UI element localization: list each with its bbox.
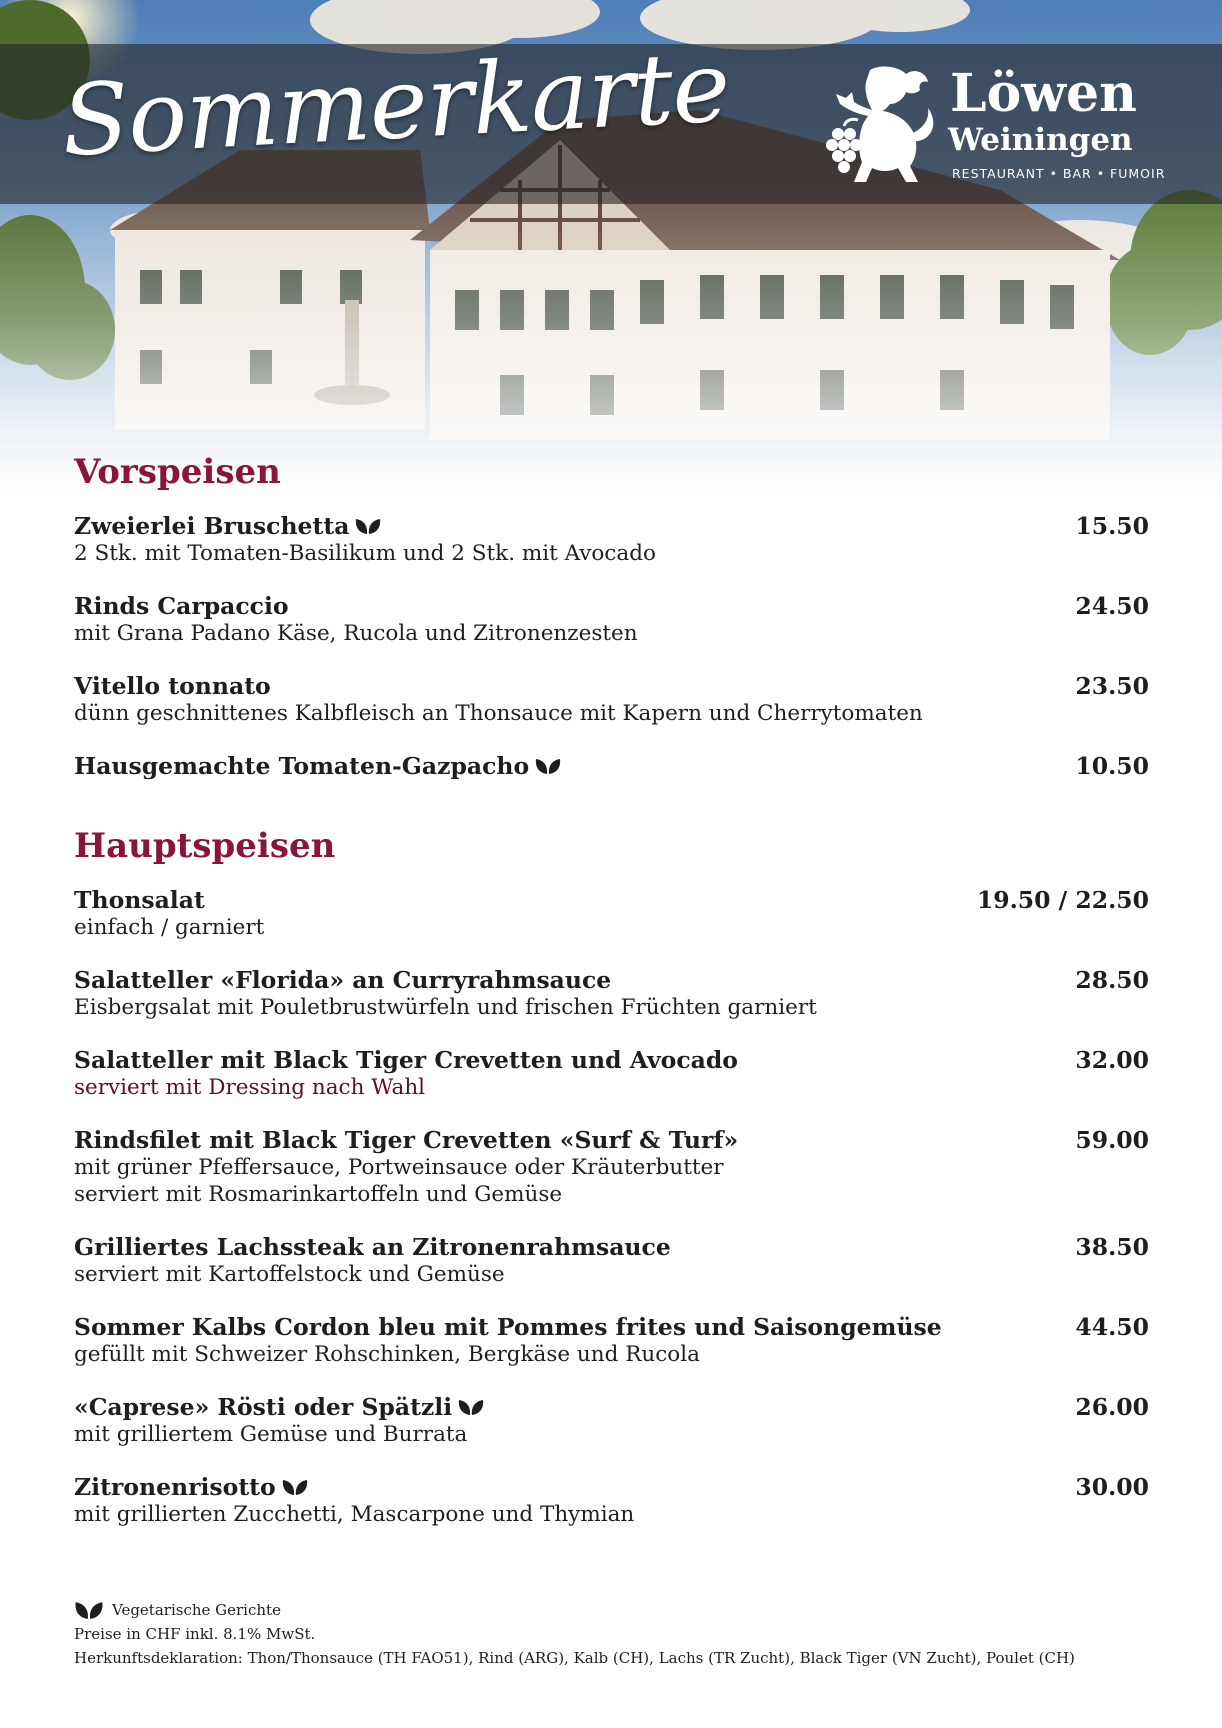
dish-name: «Caprese» Rösti oder Spätzli [74, 1393, 484, 1421]
dish-price: 32.00 [1075, 1046, 1149, 1074]
lion-icon [818, 64, 938, 190]
dish-price: 59.00 [1075, 1126, 1149, 1154]
leaf-icon [355, 517, 381, 535]
section-heading-vorspeisen: Vorspeisen [74, 452, 281, 492]
dish-name: Rinds Carpaccio [74, 592, 289, 620]
logo-place: Weiningen [948, 122, 1133, 158]
dish-description: einfach / garniert [74, 915, 265, 940]
dish-price: 26.00 [1075, 1393, 1149, 1421]
dish-description: mit Grana Padano Käse, Rucola und Zitronenzesten [74, 621, 638, 646]
dish-description: serviert mit Rosmarinkartoffeln und Gemüse [74, 1182, 563, 1207]
logo-name: Löwen [950, 63, 1137, 124]
dish-description: 2 Stk. mit Tomaten-Basilikum und 2 Stk. mit Avocado [74, 541, 656, 566]
dish-name: Salatteller mit Black Tiger Crevetten und Avocado [74, 1046, 738, 1074]
dish-price: 38.50 [1075, 1233, 1149, 1261]
dish-description: mit grüner Pfeffersauce, Portweinsauce oder Kräuterbutter [74, 1155, 724, 1180]
leaf-icon [282, 1478, 308, 1496]
origin-declaration: Herkunftsdeklaration: Thon/Thonsauce (TH FAO51), Rind (ARG), Kalb (CH), Lachs (TR Zucht), Black Tiger (VN Zucht), Poulet (CH) [74, 1649, 1075, 1667]
restaurant-logo [818, 60, 1166, 192]
prices-note: Preise in CHF inkl. 8.1% MwSt. [74, 1625, 316, 1643]
dish-name: Salatteller «Florida» an Curryrahmsauce [74, 966, 612, 994]
dish-name: Hausgemachte Tomaten-Gazpacho [74, 752, 561, 780]
section-heading-hauptspeisen: Hauptspeisen [74, 826, 336, 866]
dish-name: Zweierlei Bruschetta [74, 512, 381, 540]
dish-name: Zitronenrisotto [74, 1473, 308, 1501]
dish-price: 24.50 [1075, 592, 1149, 620]
dish-name: Thonsalat [74, 886, 205, 914]
dish-name: Rindsfilet mit Black Tiger Crevetten «Surf & Turf» [74, 1126, 739, 1154]
dish-name: Sommer Kalbs Cordon bleu mit Pommes frites und Saisongemüse [74, 1313, 942, 1341]
dish-name: Grilliertes Lachssteak an Zitronenrahmsauce [74, 1233, 671, 1261]
dish-description: Eisbergsalat mit Pouletbrustwürfeln und frischen Früchten garniert [74, 995, 817, 1020]
page-title: Sommerkarte [59, 30, 732, 179]
dish-description: serviert mit Dressing nach Wahl [74, 1075, 426, 1100]
dish-price: 19.50 / 22.50 [976, 886, 1149, 914]
leaf-icon [535, 757, 561, 775]
dish-price: 30.00 [1075, 1473, 1149, 1501]
dish-price: 10.50 [1075, 752, 1149, 780]
logo-tagline: RESTAURANT • BAR • FUMOIR [952, 166, 1166, 181]
dish-description: serviert mit Kartoffelstock und Gemüse [74, 1262, 505, 1287]
dish-price: 28.50 [1075, 966, 1149, 994]
dish-description: gefüllt mit Schweizer Rohschinken, Bergkäse und Rucola [74, 1342, 700, 1367]
dish-description: mit grillierten Zucchetti, Mascarpone und Thymian [74, 1502, 635, 1527]
dish-price: 15.50 [1075, 512, 1149, 540]
dish-price: 23.50 [1075, 672, 1149, 700]
dish-name: Vitello tonnato [74, 672, 271, 700]
dish-price: 44.50 [1075, 1313, 1149, 1341]
vegetarian-legend: Vegetarische Gerichte [112, 1601, 281, 1619]
dish-description: dünn geschnittenes Kalbfleisch an Thonsauce mit Kapern und Cherrytomaten [74, 701, 923, 726]
leaf-icon [458, 1398, 484, 1416]
leaf-icon [74, 1600, 104, 1620]
hero-image [0, 0, 1222, 500]
dish-description: mit grilliertem Gemüse und Burrata [74, 1422, 468, 1447]
